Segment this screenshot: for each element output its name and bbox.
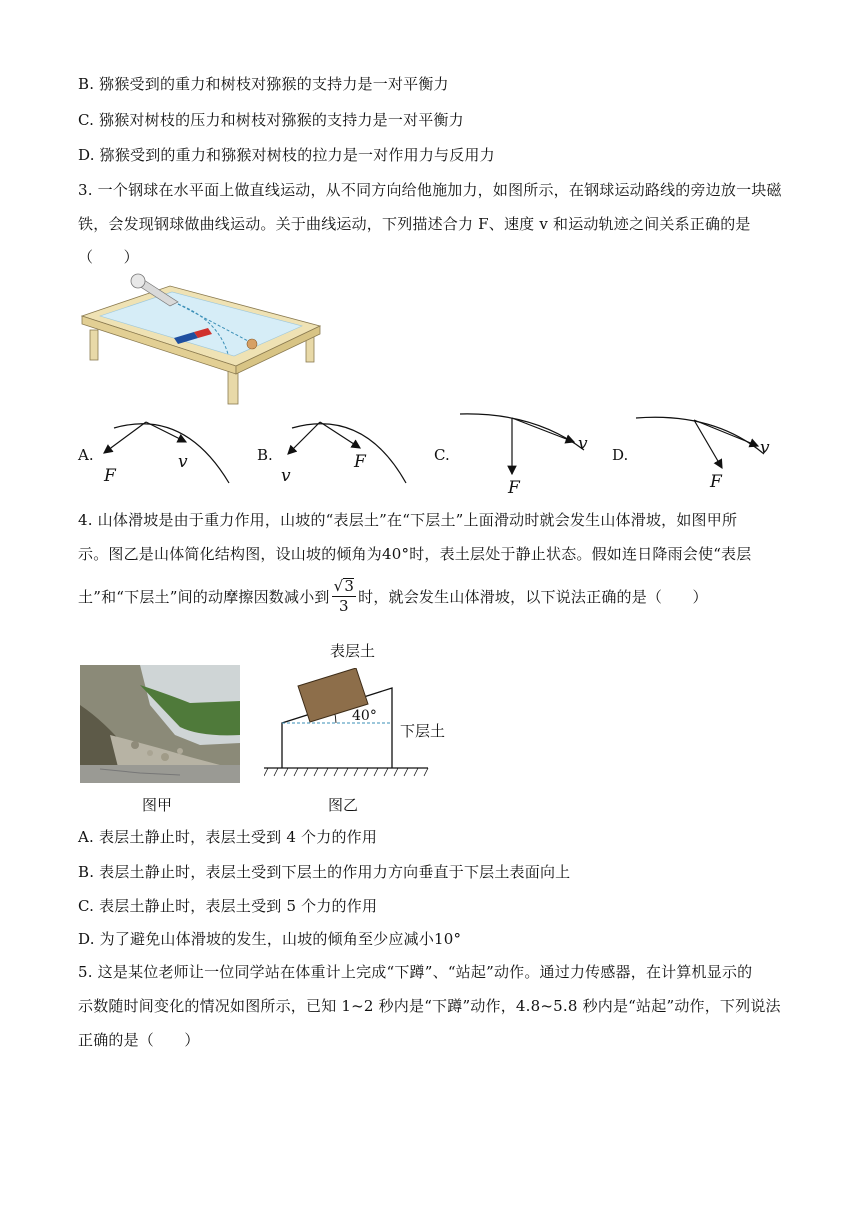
q2-option-b: B. 猕猴受到的重力和树枝对猕猴的支持力是一对平衡力 xyxy=(78,75,449,93)
q3-option-d-label: D. xyxy=(612,446,629,464)
q3-option-c-label: C. xyxy=(434,446,450,464)
landslide-photo xyxy=(80,665,240,783)
q3-answer-bracket: （ ） xyxy=(78,248,139,266)
option-d-diagram xyxy=(636,417,764,468)
q2-option-d: D. 猕猴受到的重力和猕猴对树枝的拉力是一对作用力与反用力 xyxy=(78,146,495,164)
surface-soil-label: 表层土 xyxy=(330,642,376,660)
q3-option-b-velocity-label: v xyxy=(281,466,291,486)
sqrt-symbol: √ xyxy=(333,577,344,595)
q3-stem-line1: 3. 一个钢球在水平面上做直线运动，从不同方向给他施加力，如图所示，在钢球运动路线的旁边放一块磁 xyxy=(78,181,782,199)
q4-option-c: C. 表层土静止时，表层土受到 5 个力的作用 xyxy=(78,897,378,915)
q5-stem-line3: 正确的是（ ） xyxy=(78,1031,200,1049)
slope-angle-label: 40° xyxy=(352,708,377,724)
q5-stem-line2: 示数随时间变化的情况如图所示，已知 1~2 秒内是“下蹲”动作，4.8~5.8 秒内是“站起”动作，下列说法 xyxy=(78,997,781,1015)
q3-option-a-force-label: F xyxy=(104,466,116,486)
lower-soil-label: 下层土 xyxy=(400,722,446,740)
fraction-denominator: 3 xyxy=(338,597,349,615)
q4-option-a: A. 表层土静止时，表层土受到 4 个力的作用 xyxy=(78,828,378,846)
option-b-diagram xyxy=(288,422,406,483)
q3-option-c-force-label: F xyxy=(508,478,520,498)
q4-stem-line3-pre: 土”和“下层土”间的动摩擦因数减小到 xyxy=(78,587,330,606)
option-a-diagram xyxy=(104,422,229,483)
q4-option-d: D. 为了避免山体滑坡的发生，山坡的倾角至少应减小10° xyxy=(78,930,462,948)
friction-coefficient-fraction xyxy=(332,578,357,614)
steel-ball-magnet-table-illustration xyxy=(78,268,328,408)
q3-stem-line2: 铁，会发现钢球做曲线运动。关于曲线运动，下列描述合力 F、速度 v 和运动轨迹之间关系正确的是 xyxy=(78,215,751,233)
q4-stem-line2: 示。图乙是山体简化结构图，设山坡的倾角为40°时，表土层处于静止状态。假如连日降雨会使“表层 xyxy=(78,545,752,563)
q3-option-a-velocity-label: v xyxy=(178,452,188,472)
q3-option-c-velocity-label: v xyxy=(578,434,588,454)
fraction-numerator: 3 xyxy=(344,577,355,595)
option-c-diagram xyxy=(460,414,584,474)
q3-option-b-force-label: F xyxy=(354,452,366,472)
q4-stem-line3-post: 时，就会发生山体滑坡，以下说法正确的是（ ） xyxy=(358,587,708,606)
q3-option-d-velocity-label: v xyxy=(760,438,770,458)
figure-a-caption: 图甲 xyxy=(142,796,173,814)
q4-stem-line3 xyxy=(78,578,708,614)
q5-stem-line1: 5. 这是某位老师让一位同学站在体重计上完成“下蹲”、“站起”动作。通过力传感器，在计算机显示的 xyxy=(78,963,753,981)
q4-option-b: B. 表层土静止时，表层土受到下层土的作用力方向垂直于下层土表面向上 xyxy=(78,863,571,881)
figure-b-caption: 图乙 xyxy=(328,796,359,814)
q3-option-a-label: A. xyxy=(78,446,94,464)
q3-option-d-force-label: F xyxy=(710,472,722,492)
q3-option-b-label: B. xyxy=(257,446,273,464)
q2-option-c: C. 猕猴对树枝的压力和树枝对猕猴的支持力是一对平衡力 xyxy=(78,111,464,129)
q4-stem-line1: 4. 山体滑坡是由于重力作用，山坡的“表层土”在“下层土”上面滑动时就会发生山体滑坡，如图甲所 xyxy=(78,511,738,529)
